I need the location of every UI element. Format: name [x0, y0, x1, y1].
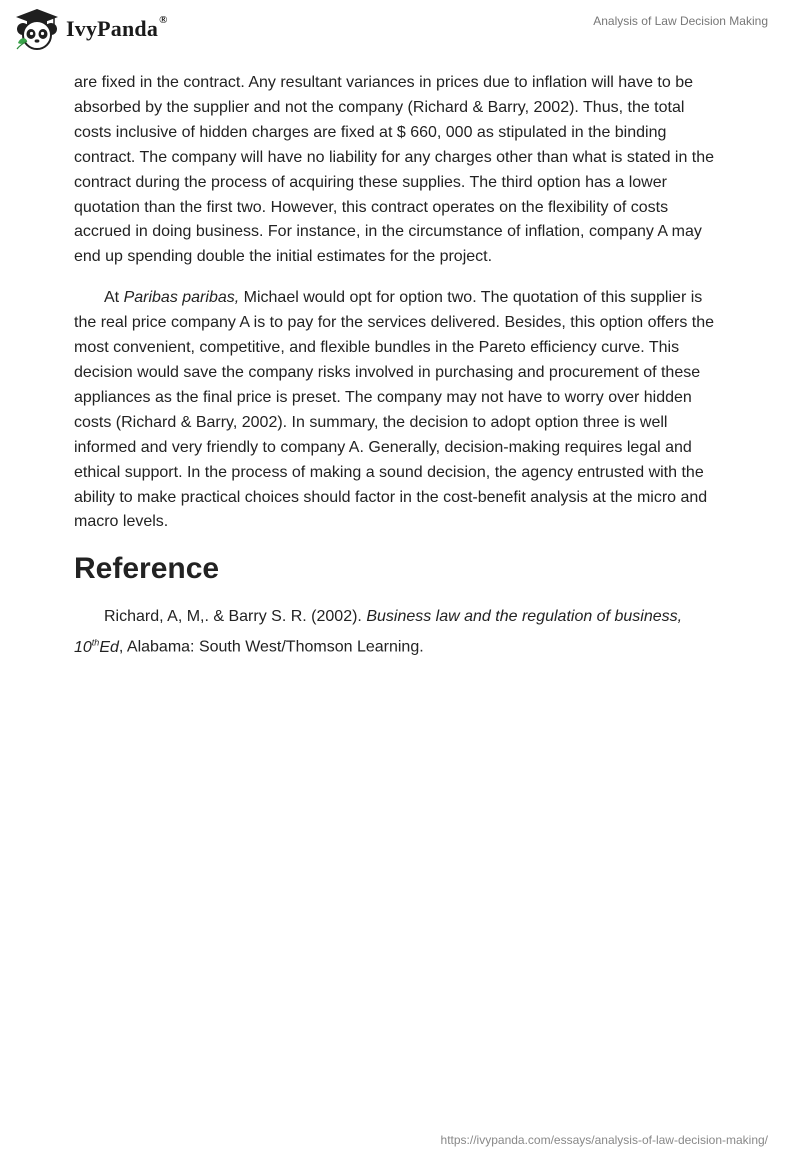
article-body	[74, 71, 724, 660]
page-header	[0, 0, 800, 70]
case-name: Paribas paribas,	[123, 289, 240, 307]
source-url-link[interactable]: https://ivypanda.com/essays/analysis-of-law-decision-making/	[440, 1133, 768, 1147]
reference-entry: Richard, A, M,. & Barry S. R. (2002). Business law and the regulation of business, 10thEd, Alabama: South West/Thomson Learning.	[74, 608, 683, 656]
panda-graduate-icon	[14, 7, 60, 51]
paragraph-decision: At Paribas paribas, Michael would opt for option two. The quotation of this supplier is the real price company A is to pay for the services delivered. Besides, this option offers the most convenient, competitive, and flexible bundles in the Pareto efficiency curve. This decision would save the company risks involved in purchasing and procurement of these appliances as the final price is preset. The company may not have to worry over hidden costs (Richard & Barry, 2002). In summary, the decision to adopt option three is well informed and very friendly to company A. Generally, decision-making requires legal and ethical support. In the process of making a sound decision, the agency entrusted with the ability to make practical choices should factor in the cost-benefit analysis at the micro and macro levels.	[74, 289, 715, 531]
reference-heading: Reference	[74, 552, 220, 586]
registered-mark: ®	[159, 14, 168, 26]
paragraph-continuation: are fixed in the contract. Any resultant variances in prices due to inflation will have to be absorbed by the supplier and not the company (Richard & Barry, 2002). Thus, the total costs inclusive of hidden charges are fixed at $ 660, 000 as stipulated in the binding contract. The company will have no liability for any charges other than what is stated in the contract during the process of acquiring these supplies. The third option has a lower quotation than the first two. However, this contract operates on the flexibility of costs accrued in doing business. For instance, in the circumstance of inflation, company A may end up spending double the initial estimates for the project.	[74, 74, 715, 266]
ivypanda-logo[interactable]	[14, 7, 168, 51]
reference-book-title: Business law and the regulation of business, 10thEd	[74, 608, 683, 656]
document-title: Analysis of Law Decision Making	[593, 14, 768, 28]
brand-name: IvyPanda®	[66, 14, 168, 41]
